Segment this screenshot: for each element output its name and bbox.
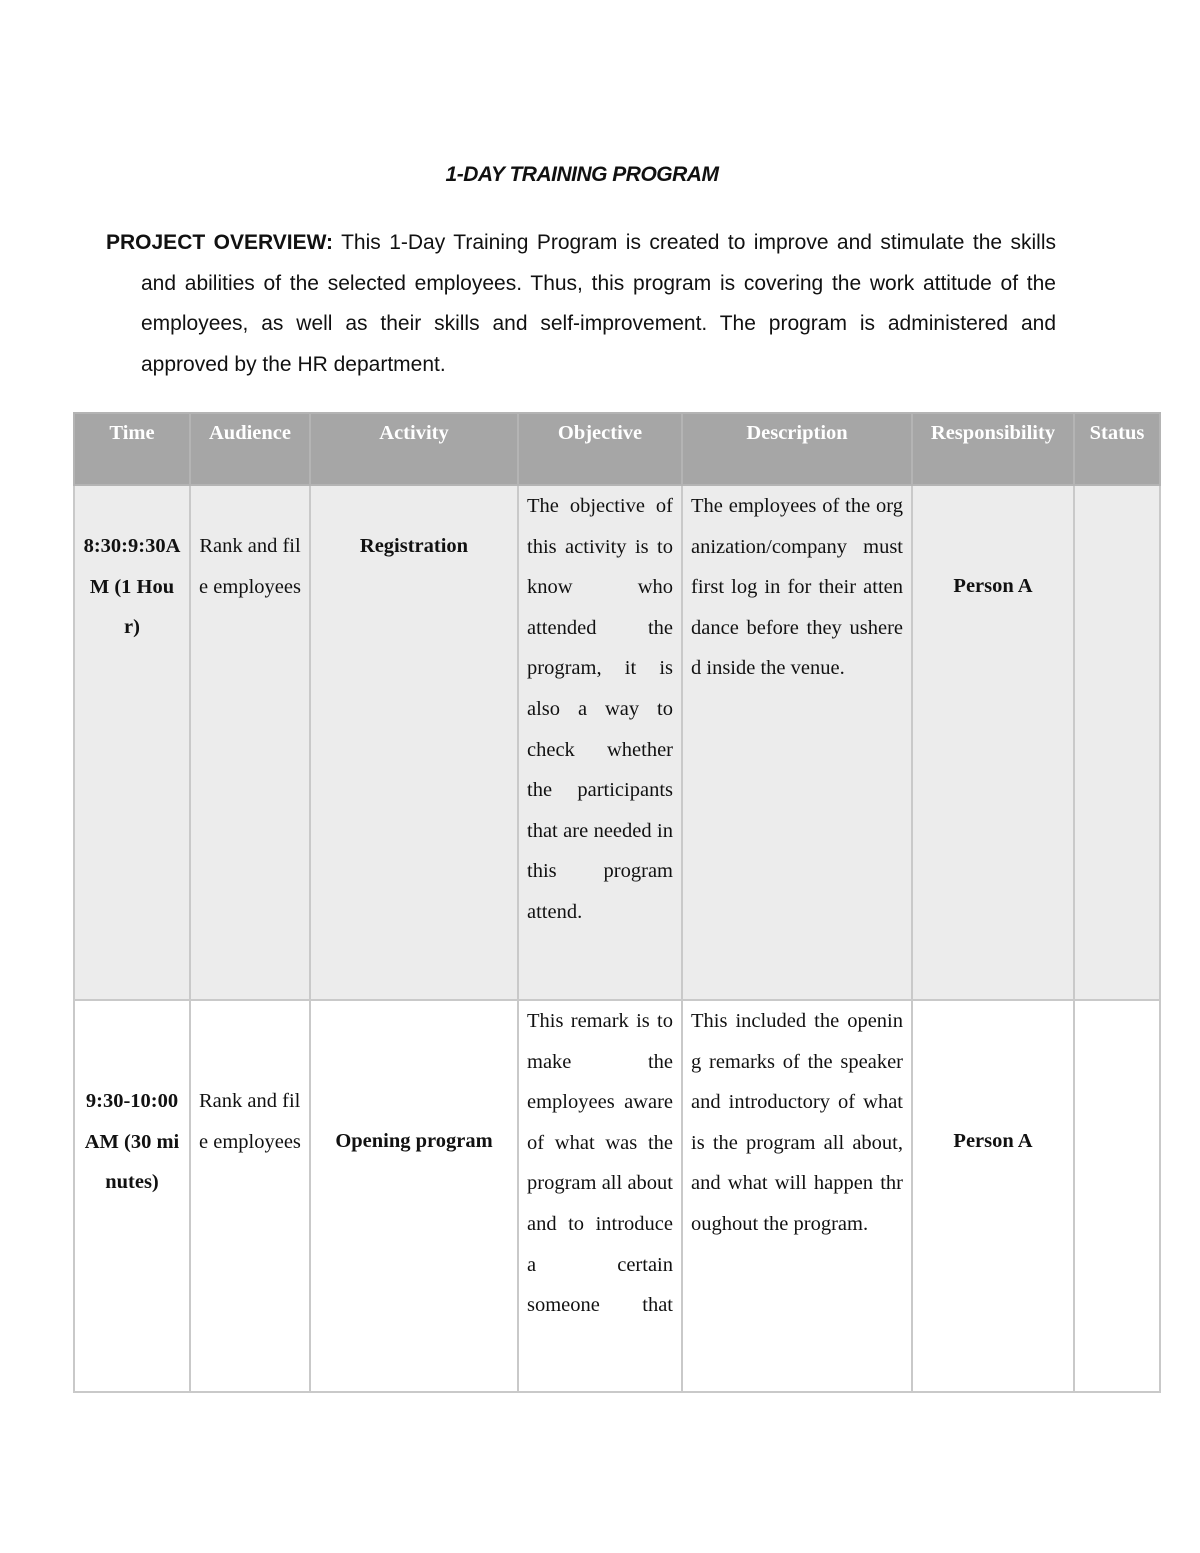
time-cell: 9:30-10:00 AM (30 minutes) bbox=[74, 1000, 190, 1392]
responsibility-cell: Person A bbox=[912, 1000, 1074, 1392]
header-responsibility: Responsibility bbox=[912, 413, 1074, 485]
activity-cell: Opening program bbox=[310, 1000, 518, 1392]
overview-label: PROJECT OVERVIEW: bbox=[106, 231, 334, 254]
document-title: 1-DAY TRAINING PROGRAM bbox=[445, 163, 719, 186]
table-header-row bbox=[74, 413, 1160, 485]
table-row bbox=[74, 485, 1160, 1000]
description-cell: The employees of the organization/company must first log in for their attendance before they ushered inside the venue. bbox=[682, 485, 912, 1000]
header-activity: Activity bbox=[310, 413, 518, 485]
overview-text: This 1-Day Training Program is created to improve and stimulate the skills and abilities of the selected employees. Thus, this program is covering the work attitude of the employees, as well as their skills and self-improvement. The program is administered and approved by the HR department. bbox=[141, 231, 1057, 376]
training-schedule-table bbox=[73, 412, 1161, 1393]
header-description: Description bbox=[682, 413, 912, 485]
header-time: Time bbox=[74, 413, 190, 485]
header-status: Status bbox=[1074, 413, 1160, 485]
header-objective: Objective bbox=[518, 413, 682, 485]
audience-cell: Rank and file employees bbox=[190, 1000, 310, 1392]
description-cell: This included the opening remarks of the speaker and introductory of what is the program all about, and what will happen throughout the program. bbox=[682, 1000, 912, 1392]
activity-cell: Registration bbox=[310, 485, 518, 1000]
project-overview bbox=[106, 223, 1057, 385]
table-row bbox=[74, 1000, 1160, 1392]
audience-cell: Rank and file employees bbox=[190, 485, 310, 1000]
responsibility-cell: Person A bbox=[912, 485, 1074, 1000]
objective-cell: This remark is to make the employees aware of what was the program all about and to introduce a certain someone that bbox=[518, 1000, 682, 1392]
header-audience: Audience bbox=[190, 413, 310, 485]
objective-cell: The objective of this activity is to know who attended the program, it is also a way to check whether the participants that are needed in this program attend. bbox=[518, 485, 682, 1000]
status-cell bbox=[1074, 1000, 1160, 1392]
status-cell bbox=[1074, 485, 1160, 1000]
time-cell: 8:30:9:30AM (1 Hour) bbox=[74, 485, 190, 1000]
